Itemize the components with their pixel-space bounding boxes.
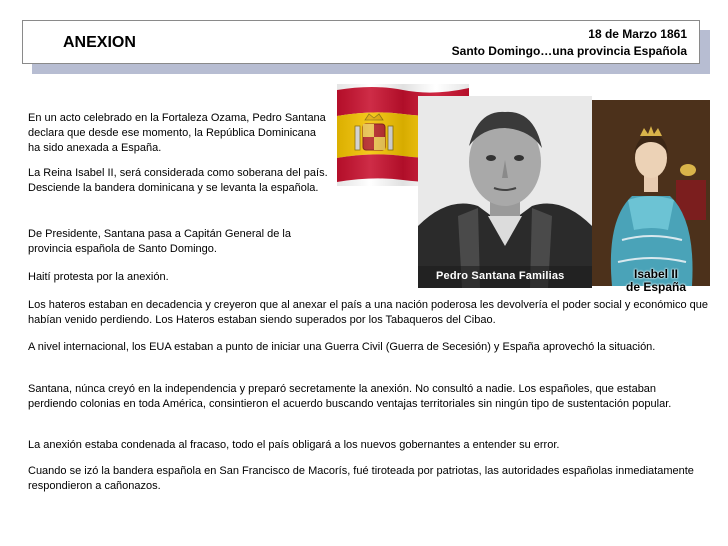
paragraph-macoris: Cuando se izó la bandera española en San Francisco de Macorís, fué tiroteada por patriotas, las autoridades españolas inmediatamente respondieron a cañonazos. bbox=[28, 465, 694, 492]
isabel-ii-portrait bbox=[592, 100, 710, 286]
page-title: ANEXION bbox=[63, 34, 136, 51]
isabel-caption-line2: de España bbox=[625, 280, 687, 294]
paragraph-fracaso: La anexión estaba condenada al fracaso, todo el país obligará a los nuevos gobernantes a entender su error. bbox=[28, 439, 560, 451]
paragraph-hateros: Los hateros estaban en decadencia y creyeron que al anexar el país a una nación poderosa les devolvería el poder social y económico que habían venido perdiendo. Los Hateros estaban siendo superados por los Tabaqueros del Cibao. bbox=[28, 299, 708, 326]
slide-header bbox=[22, 20, 700, 64]
paragraph-capitan-general: De Presidente, Santana pasa a Capitán General de la provincia española de Santo Domingo. bbox=[28, 228, 291, 255]
paragraph-ceremony: En un acto celebrado en la Fortaleza Ozama, Pedro Santana declara que desde ese momento, la República Dominicana ha sido anexada a España. bbox=[28, 112, 326, 154]
paragraph-eua: A nivel internacional, los EUA estaban a punto de iniciar una Guerra Civil (Guerra de Secesión) y España aprovechó la situación. bbox=[28, 341, 656, 353]
isabel-caption bbox=[604, 268, 708, 294]
pedro-santana-portrait bbox=[418, 96, 592, 288]
header-date: 18 de Marzo 1861 bbox=[588, 27, 687, 41]
santana-caption: Pedro Santana Familias bbox=[436, 270, 565, 282]
header-subtitle: Santo Domingo…una provincia Española bbox=[451, 44, 687, 58]
paragraph-haiti: Haití protesta por la anexión. bbox=[28, 271, 169, 283]
paragraph-isabel: La Reina Isabel II, será considerada como soberana del país. Desciende la bandera dominicana y se levanta la española. bbox=[28, 167, 328, 194]
paragraph-santana-secret: Santana, núnca creyó en la independencia y preparó secretamente la anexión. No consultó a nadie. Los españoles, que estaban perdiendo colonias en toda América, consintieron el acuerdo buscando ventajas territoriales sin ningún tipo de sustentación popular. bbox=[28, 383, 672, 410]
isabel-caption-line1: Isabel II bbox=[633, 267, 679, 281]
